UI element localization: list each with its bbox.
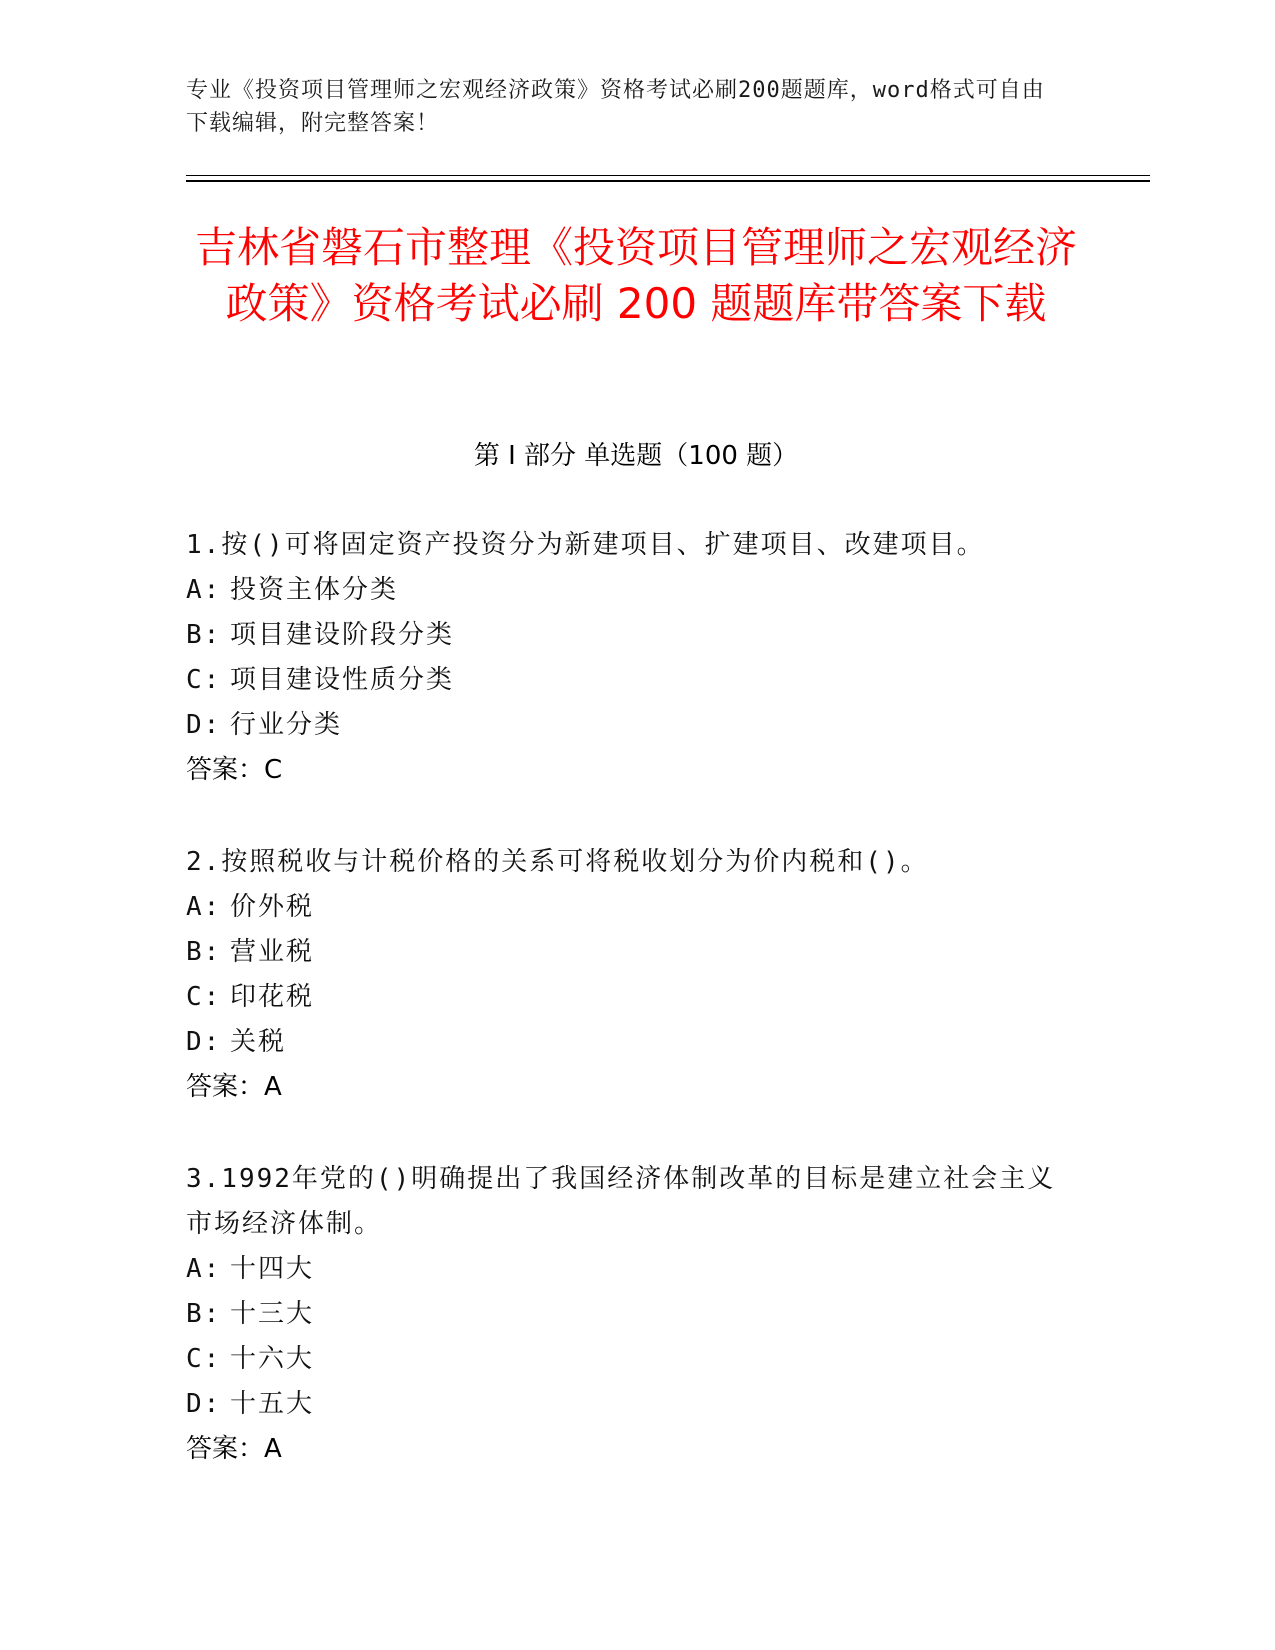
option-d [186,1382,1066,1427]
option-text: 价外税 [230,892,315,922]
option-text: 关税 [230,1027,287,1057]
option-key: D: [186,1027,222,1057]
option-text: 十三大 [230,1299,315,1329]
question-item [186,1157,1066,1472]
option-key: A: [186,892,222,922]
question-stem: 2.按照税收与计税价格的关系可将税收划分为价内税和()。 [186,847,929,877]
option-a [186,885,1066,930]
option-b [186,613,1066,658]
option-a [186,568,1066,613]
option-text: 投资主体分类 [230,575,399,605]
option-key: D: [186,710,222,740]
option-key: C: [186,665,222,695]
question-stem: 1.按()可将固定资产投资分为新建项目、扩建项目、改建项目。 [186,530,985,560]
option-text: 印花税 [230,982,315,1012]
option-key: A: [186,575,222,605]
option-b [186,930,1066,975]
question-stem: 3.1992年党的()明确提出了我国经济体制改革的目标是建立社会主义市场经济体制。 [186,1164,1056,1239]
option-key: A: [186,1254,222,1284]
option-key: B: [186,1299,222,1329]
option-a [186,1247,1066,1292]
option-key: D: [186,1389,222,1419]
option-key: B: [186,620,222,650]
option-c [186,975,1066,1020]
option-b [186,1292,1066,1337]
option-text: 营业税 [230,937,315,967]
option-d [186,1020,1066,1065]
option-text: 行业分类 [230,710,343,740]
option-d [186,703,1066,748]
section-heading: 第 I 部分 单选题（100 题） [473,441,799,471]
option-key: B: [186,937,222,967]
answer-line: 答案：C [186,755,283,785]
option-c [186,658,1066,703]
document-title: 吉林省磐石市整理《投资项目管理师之宏观经济政策》资格考试必刷 200 题题库带答案下载 [194,223,1077,328]
question-item [186,840,1066,1110]
header-note: 专业《投资项目管理师之宏观经济政策》资格考试必刷200题题库，word格式可自由下载编辑，附完整答案！ [186,78,1045,136]
header-divider-thin [186,175,1150,176]
option-text: 十四大 [230,1254,315,1284]
option-text: 项目建设阶段分类 [230,620,455,650]
answer-line: 答案：A [186,1434,282,1464]
option-key: C: [186,982,222,1012]
option-text: 十六大 [230,1344,315,1374]
question-item [186,523,1066,793]
option-key: C: [186,1344,222,1374]
answer-line: 答案：A [186,1072,282,1102]
option-text: 项目建设性质分类 [230,665,455,695]
header-divider-thick [186,180,1150,182]
option-text: 十五大 [230,1389,315,1419]
option-c [186,1337,1066,1382]
